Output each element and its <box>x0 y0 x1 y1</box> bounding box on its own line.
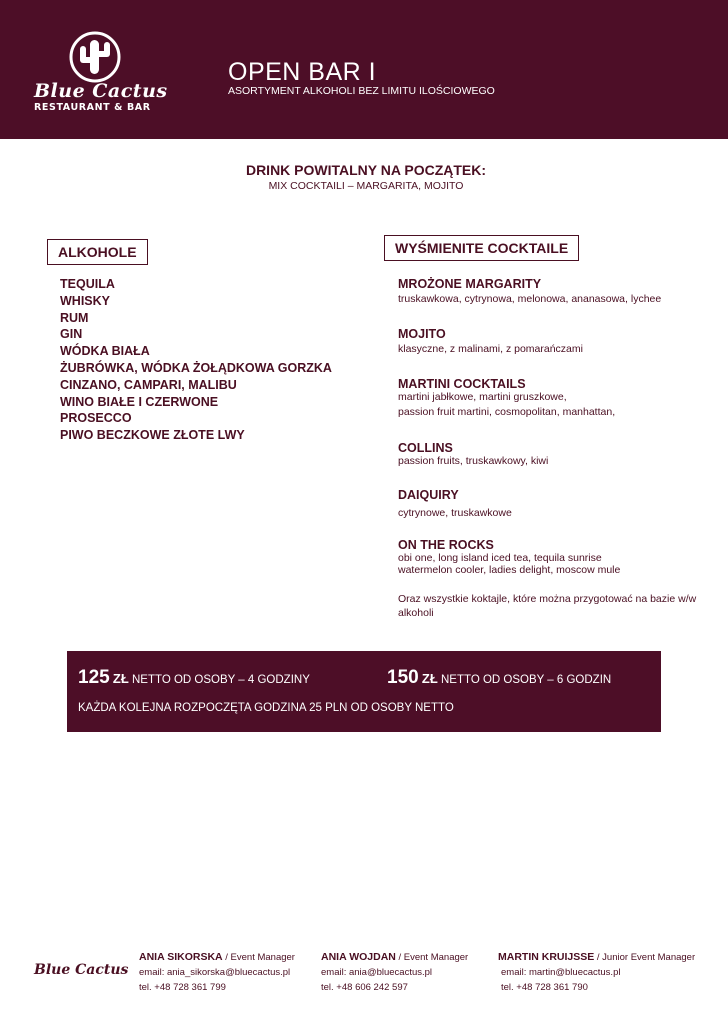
cocktail-title: DAIQUIRY <box>398 488 459 502</box>
list-item: GIN <box>60 327 83 342</box>
logo-name: Blue Cactus <box>34 80 168 102</box>
contact-role: / Junior Event Manager <box>594 952 696 963</box>
contact-email[interactable]: email: martin@bluecactus.pl <box>501 967 621 978</box>
price-currency: ZŁ <box>112 671 129 686</box>
list-item: PROSECCO <box>60 411 132 426</box>
price-note: KAŻDA KOLEJNA ROZPOCZĘTA GODZINA 25 PLN OD OSOBY NETTO <box>78 702 454 714</box>
cactus-icon <box>68 30 126 84</box>
cocktail-desc: klasyczne, z malinami, z pomarańczami <box>398 343 583 355</box>
contact-card <box>139 950 295 995</box>
cocktail-desc: passion fruit martini, cosmopolitan, manhattan, <box>398 406 616 418</box>
cocktail-title: ON THE ROCKS <box>398 538 494 552</box>
price-amount: 150 <box>387 667 419 688</box>
list-item: WINO BIAŁE I CZERWONE <box>60 394 219 409</box>
welcome-drink-section <box>0 162 728 192</box>
contact-card <box>498 950 695 995</box>
list-item: WHISKY <box>60 293 110 308</box>
welcome-drink-title: DRINK POWITALNY NA POCZĄTEK: <box>245 162 487 178</box>
list-item: TEQUILA <box>60 277 115 291</box>
blue-cactus-logo <box>30 26 168 118</box>
list-item: PIWO BECZKOWE ZŁOTE LWY <box>60 428 245 443</box>
contact-name: MARTIN KRUIJSSE <box>498 951 595 963</box>
cocktail-title: COLLINS <box>398 441 453 455</box>
contact-phone[interactable]: tel. +48 606 242 597 <box>321 982 408 993</box>
contact-email[interactable]: email: ania_sikorska@bluecactus.pl <box>139 967 291 978</box>
cocktail-title: MROŻONE MARGARITY <box>398 277 542 291</box>
price-currency: ZŁ <box>421 671 438 686</box>
contact-name: ANIA SIKORSKA <box>139 951 223 963</box>
welcome-drink-subtitle: MIX COCKTAILI – MARGARITA, MOJITO <box>268 180 464 192</box>
cocktail-title: MARTINI COCKTAILS <box>398 377 526 391</box>
cocktail-desc: cytrynowe, truskawkowe <box>398 507 512 519</box>
cocktail-item <box>398 377 615 418</box>
price-option-4h <box>78 667 310 689</box>
logo-subtitle: RESTAURANT & BAR <box>34 102 151 113</box>
cocktail-item <box>398 488 512 519</box>
list-item: WÓDKA BIAŁA <box>60 344 150 359</box>
contact-card <box>321 950 468 995</box>
list-item: ŻUBRÓWKA, WÓDKA ŻOŁĄDKOWA GORZKA <box>60 360 332 375</box>
contact-name: ANIA WOJDAN <box>321 951 396 963</box>
alcohol-heading: ALKOHOLE <box>47 239 148 265</box>
cocktail-desc: truskawkowa, cytrynowa, melonowa, ananasowa, lychee <box>398 293 662 305</box>
list-item: CINZANO, CAMPARI, MALIBU <box>60 377 237 392</box>
price-description: NETTO OD OSOBY – 4 GODZINY <box>132 674 310 686</box>
price-amount: 125 <box>78 667 110 688</box>
cocktails-footnote: Oraz wszystkie koktajle, które można przygotować na bazie w/w alkoholi <box>398 593 697 619</box>
price-description: NETTO OD OSOBY – 6 GODZIN <box>441 674 612 686</box>
contact-role: / Event Manager <box>395 952 469 963</box>
cocktail-desc: obi one, long island iced tea, tequila sunrise <box>398 552 602 564</box>
cocktail-title: MOJITO <box>398 327 446 341</box>
contact-role: / Event Manager <box>222 952 295 963</box>
cocktail-item <box>398 441 548 467</box>
price-option-6h <box>387 667 611 689</box>
cocktail-item <box>398 538 620 576</box>
cocktail-item <box>398 327 583 355</box>
page-title: OPEN BAR I <box>228 58 377 86</box>
header-banner <box>0 0 728 139</box>
contact-phone[interactable]: tel. +48 728 361 790 <box>501 982 588 993</box>
cocktail-desc: martini jabłkowe, martini gruszkowe, <box>398 391 567 403</box>
footer-logo: Blue Cactus <box>34 962 129 978</box>
contact-phone[interactable]: tel. +48 728 361 799 <box>139 982 226 993</box>
cocktails-heading: WYŚMIENITE COCKTAILE <box>384 235 579 261</box>
cocktail-desc: passion fruits, truskawkowy, kiwi <box>398 455 549 467</box>
contact-email[interactable]: email: ania@bluecactus.pl <box>321 967 433 978</box>
cocktail-desc: watermelon cooler, ladies delight, moscow mule <box>398 564 621 576</box>
list-item: RUM <box>60 310 89 325</box>
cocktail-item <box>398 277 661 305</box>
pricing-box <box>67 651 661 732</box>
page-subtitle: ASORTYMENT ALKOHOLI BEZ LIMITU ILOŚCIOWEGO <box>228 85 495 97</box>
alcohol-list <box>60 276 332 444</box>
